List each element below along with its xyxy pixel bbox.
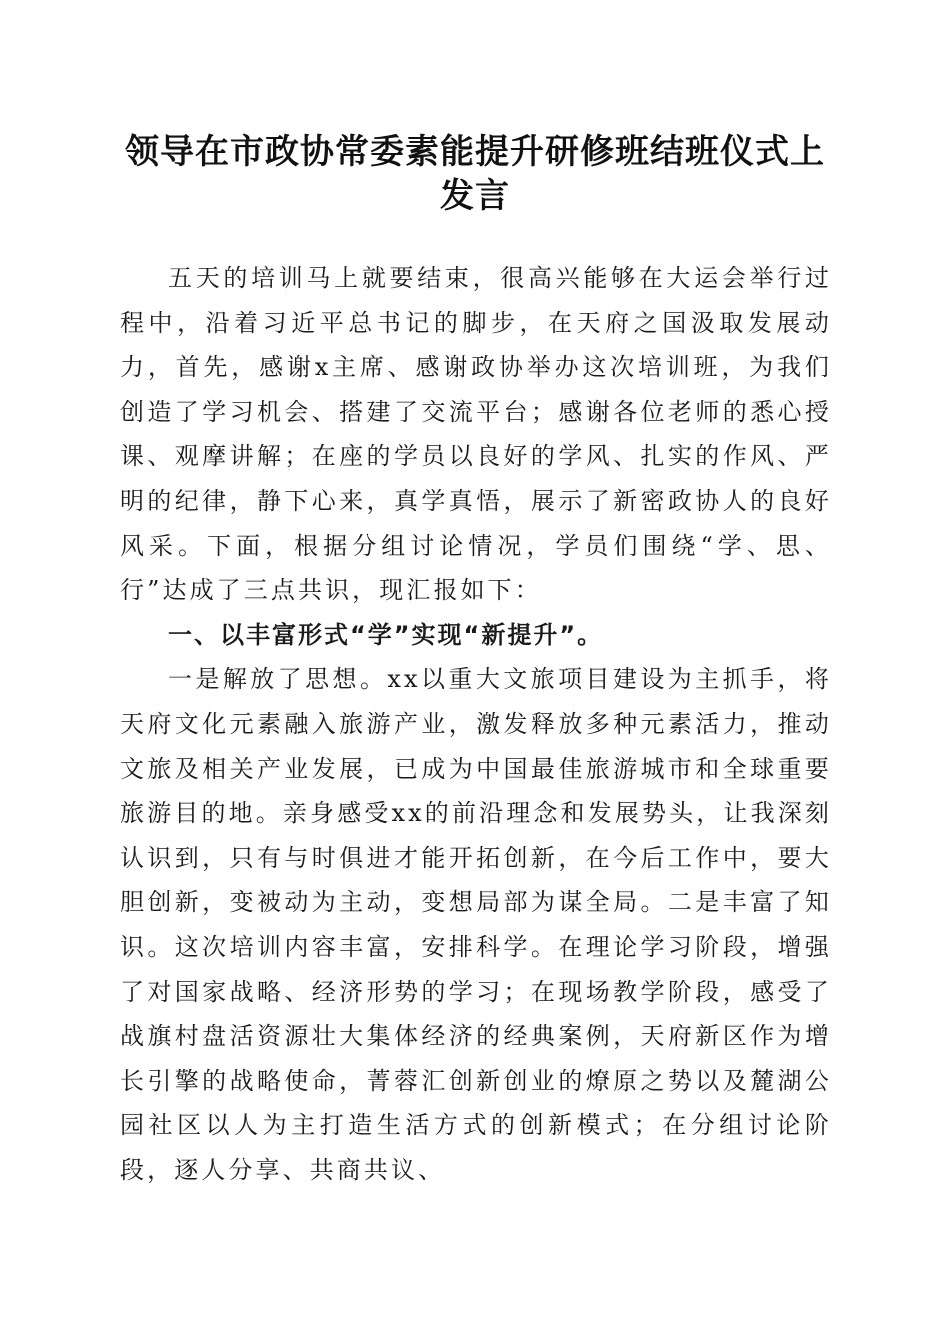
title-line-2: 发言 xyxy=(440,176,510,216)
document-title xyxy=(100,130,850,218)
body-paragraph: 一是解放了思想。xx以重大文旅项目建设为主抓手，将天府文化元素融入旅游产业，激发释放多种元素活力，推动文旅及相关产业发展，已成为中国最佳旅游城市和全球重要旅游目的地。亲身感受xx的前沿理念和发展势头，让我深刻认识到，只有与时俱进才能开拓创新，在今后工作中，要大胆创新，变被动为主动，变想局部为谋全局。二是丰富了知识。这次培训内容丰富，安排科学。在理论学习阶段，增强了对国家战略、经济形势的学习；在现场教学阶段，感受了战旗村盘活资源壮大集体经济的经典案例，天府新区作为增长引擎的战略使命，菁蓉汇创新创业的燎原之势以及麓湖公园社区以人为主打造生活方式的创新模式；在分组讨论阶段，逐人分享、共商共议、 xyxy=(120,665,832,1184)
intro-paragraph: 五天的培训马上就要结束，很高兴能够在大运会举行过程中，沿着习近平总书记的脚步，在天府之国汲取发展动力，首先，感谢x主席、感谢政协举办这次培训班，为我们创造了学习机会、搭建了交流平台；感谢各位老师的悉心授课、观摩讲解；在座的学员以良好的学风、扎实的作风、严明的纪律，静下心来，真学真悟，展示了新密政协人的良好风采。下面，根据分组讨论情况，学员们围绕“学、思、行”达成了三点共识，现汇报如下： xyxy=(120,264,832,605)
title-line-1: 领导在市政协常委素能提升研修班结班仪式上 xyxy=(125,132,825,172)
section-heading-1: 一、以丰富形式“学”实现“新提升”。 xyxy=(168,620,604,649)
document-body xyxy=(120,256,832,1192)
